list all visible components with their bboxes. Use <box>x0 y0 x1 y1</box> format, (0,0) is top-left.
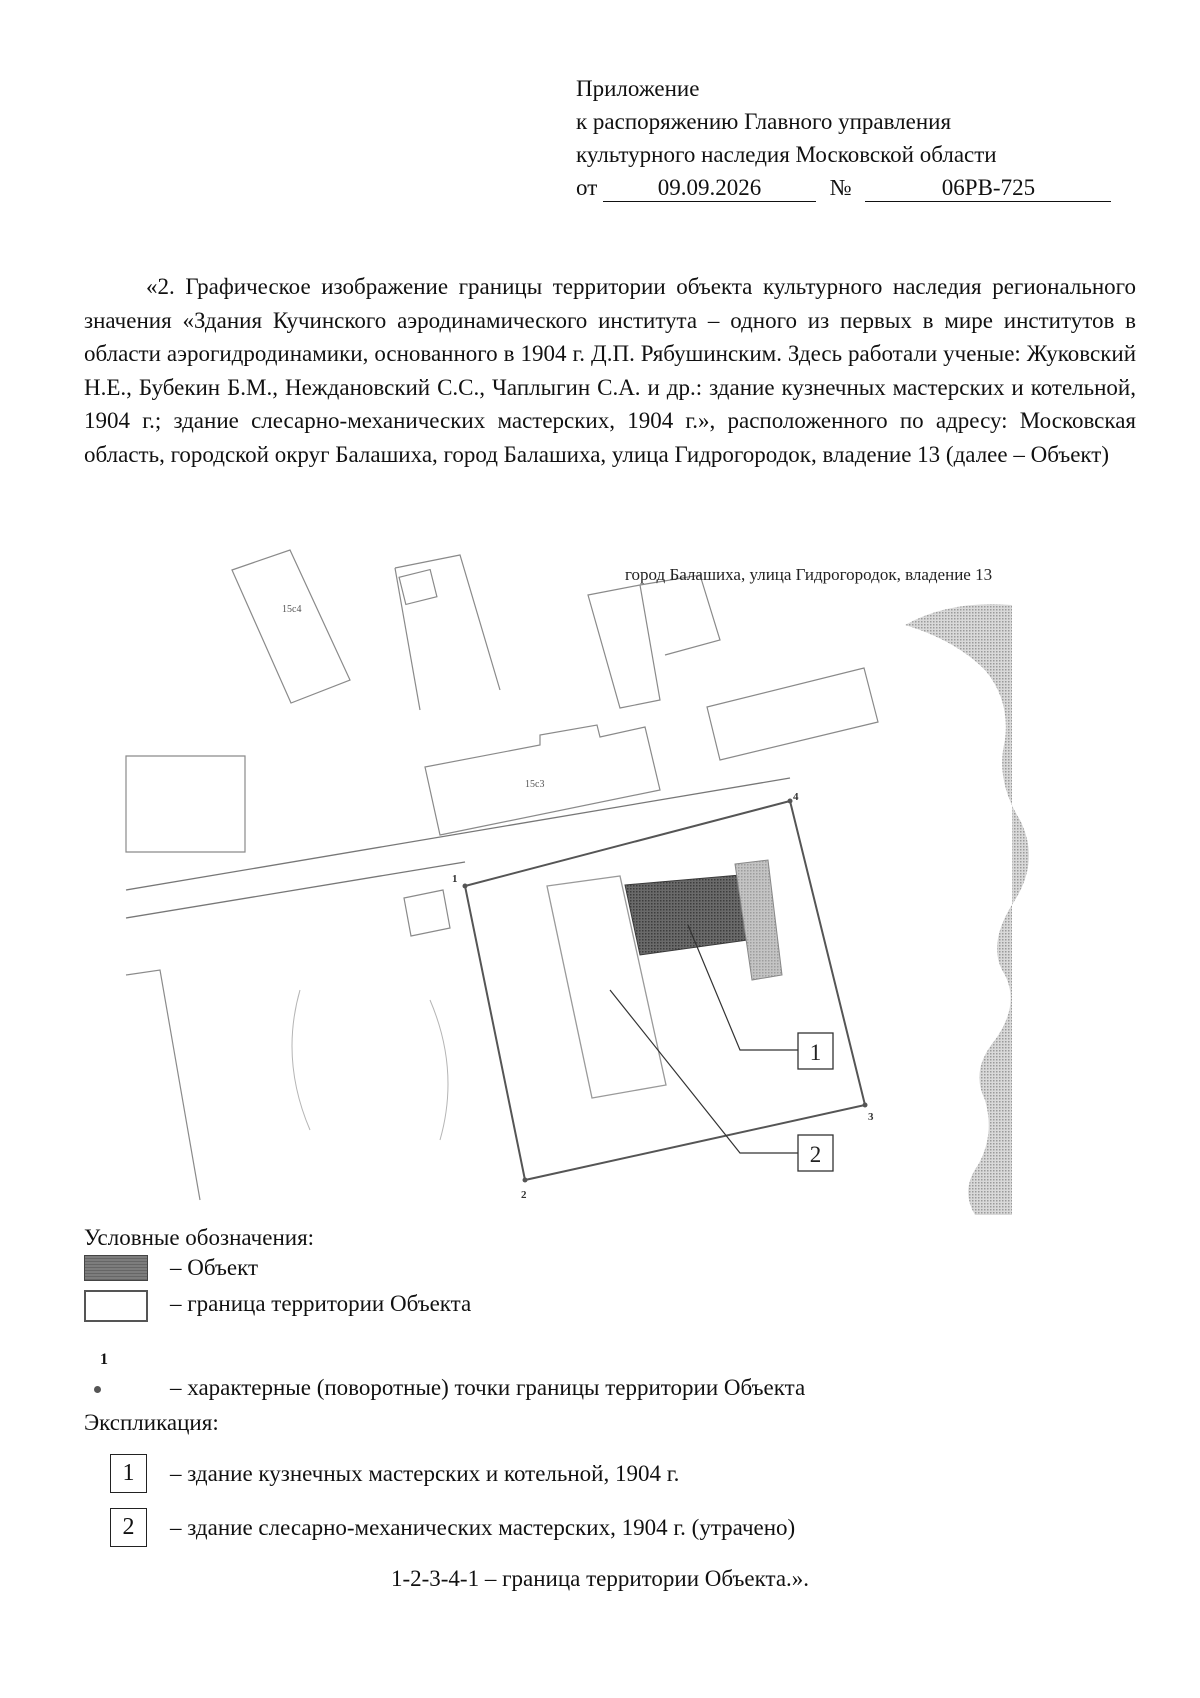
number-sign: № <box>829 175 852 200</box>
building-top-right <box>588 585 660 708</box>
legend-point-number: 1 <box>100 1351 108 1368</box>
boundary-point-4 <box>788 799 793 804</box>
building-left <box>126 756 245 852</box>
legend-object-swatch <box>84 1255 148 1281</box>
legend-border-text: – граница территории Объекта <box>170 1291 472 1316</box>
road-curve-2 <box>430 1000 448 1140</box>
road-line-top <box>126 778 790 890</box>
road-edge-left <box>126 970 200 1200</box>
road-curve <box>292 990 310 1130</box>
building-small-top <box>399 570 437 605</box>
point-label-3: 3 <box>868 1111 874 1123</box>
point-label-2: 2 <box>521 1189 527 1201</box>
building-right <box>707 668 878 760</box>
building-small-center <box>404 890 450 936</box>
appendix-header <box>576 72 1111 204</box>
map-caption: город Балашиха, улица Гидрогородок, владение 13 <box>625 565 993 584</box>
boundary-map <box>0 540 1200 1220</box>
point-label-4: 4 <box>793 791 799 803</box>
point-label-1: 1 <box>452 873 458 885</box>
callout-label-2: 2 <box>809 1142 822 1167</box>
water-area <box>905 604 1029 1215</box>
from-label: от <box>576 175 598 200</box>
closing-line: 1-2-3-4-1 – граница территории Объекта.». <box>390 1566 810 1591</box>
appendix-line-authority: культурного наследия Московской области <box>576 142 997 167</box>
legend-object-text: – Объект <box>170 1255 259 1280</box>
boundary-point-2 <box>523 1178 528 1183</box>
order-date: 09.09.2026 <box>603 175 816 202</box>
callout-label-1: 1 <box>809 1040 822 1065</box>
explication-box-2: 2 <box>110 1508 147 1547</box>
object-building <box>625 875 748 955</box>
building-outline-top-right <box>640 575 720 655</box>
territory-boundary <box>465 801 865 1180</box>
appendix-title: Приложение <box>576 76 700 101</box>
wall-line-left <box>395 568 420 710</box>
explication-box-1: 1 <box>110 1454 147 1493</box>
building-outline-left-top <box>395 555 500 690</box>
boundary-point-1 <box>463 884 468 889</box>
legend-title: Условные обозначения: <box>84 1225 315 1250</box>
leader-line-2 <box>610 990 798 1153</box>
road-line-bottom <box>126 862 465 918</box>
building-label-15c4: 15с4 <box>282 604 302 615</box>
legend-point-dot <box>94 1386 101 1393</box>
explication-item-1: – здание кузнечных мастерских и котельной, 1904 г. <box>170 1461 680 1486</box>
building-label-15c3: 15с3 <box>525 779 545 790</box>
order-number: 06РВ-725 <box>865 175 1111 202</box>
legend-border-swatch <box>84 1290 148 1322</box>
description-paragraph: «2. Графическое изображение границы территории объекта культурного наследия регионального значения «Здания Кучинского аэродинамического института – одного из первых в мире институтов в области аэрогидродинамики, основанного в 1904 г. Д.П. Рябушинским. Здесь работали ученые: Жуковский Н.Е., Бубекин Б.М., Неждановский С.С., Чаплыгин С.А. и др.: здание кузнечных мастерских и котельной, 1904 г.; здание слесарно-механических мастерских, 1904 г.», расположенного по адресу: Московская область, городской округ Балашиха, город Балашиха, улица Гидрогородок, владение 13 (далее – Объект) <box>84 274 1136 467</box>
explication-item-2: – здание слесарно-механических мастерских, 1904 г. (утрачено) <box>170 1515 796 1540</box>
appendix-line-order: к распоряжению Главного управления <box>576 109 952 134</box>
building-15c4 <box>232 550 350 703</box>
legend-points-text: – характерные (поворотные) точки границы территории Объекта <box>170 1375 806 1400</box>
appendix-date-number <box>576 171 1111 204</box>
boundary-point-3 <box>863 1103 868 1108</box>
explication-title: Экспликация: <box>84 1410 219 1435</box>
